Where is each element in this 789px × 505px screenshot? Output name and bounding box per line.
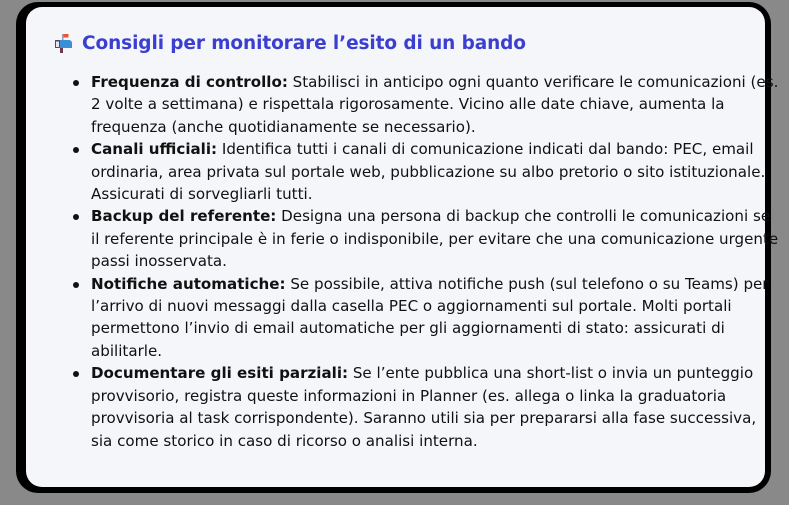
tip-term: Documentare gli esiti parziali: <box>91 364 349 383</box>
tip-term: Backup del referente: <box>91 207 277 226</box>
mailbox-with-raised-flag-icon <box>52 32 74 54</box>
tip-term: Frequenza di controllo: <box>91 73 288 91</box>
tip-text: Se l’ente pubblica una short-list o invia un punteggio provvisorio, registra queste informazioni in Planner (es. allega o linka la graduatoria provvisoria al task corrispondente). Saranno utili sia per prepararsi alla fase successiva, sia come storico in caso di ricorso o analisi interna. <box>91 364 757 450</box>
tips-list <box>66 71 781 452</box>
list-item <box>91 273 781 363</box>
list-item <box>91 71 781 138</box>
list-item <box>91 362 781 452</box>
tip-term: Notifiche automatiche: <box>91 274 286 293</box>
list-item <box>91 205 781 272</box>
tip-term: Canali ufficiali: <box>91 140 218 159</box>
tip-text: Designa una persona di backup che controlli le comunicazioni se il referente principale è in ferie o indisponibile, per evitare che una comunicazione urgente passi inosservata. <box>91 207 779 271</box>
bullet-icon <box>73 147 79 153</box>
tips-card <box>26 7 779 487</box>
list-item <box>91 138 781 205</box>
bullet-icon <box>73 282 79 288</box>
bullet-icon <box>73 80 79 86</box>
card-header <box>52 28 526 58</box>
tip-text: Identifica tutti i canali di comunicazione indicati dal bando: PEC, email ordinaria, area privata sul portale web, pubblicazione su albo pretorio o sito istituzionale. Assicurati di sorvegliarli tutti. <box>91 140 766 204</box>
bullet-icon <box>73 371 79 377</box>
tip-text: Se possibile, attiva notifiche push (sul telefono o su Teams) per l’arrivo di nuovi messaggi dalla casella PEC o aggiornamenti sul portale. Molti portali permettono l’invio di email automatiche per gli aggiornamenti di stato: assicurati di abilitarle. <box>91 274 769 360</box>
card-title: Consigli per monitorare l’esito di un bando <box>82 32 526 54</box>
tip-text: Stabilisci in anticipo ogni quanto verificare le comunicazioni (es. 2 volte a settimana) e rispettala rigorosamente. Vicino alle date chiave, aumenta la frequenza (anche quotidianamente se necessario). <box>91 73 779 136</box>
bullet-icon <box>73 214 79 220</box>
